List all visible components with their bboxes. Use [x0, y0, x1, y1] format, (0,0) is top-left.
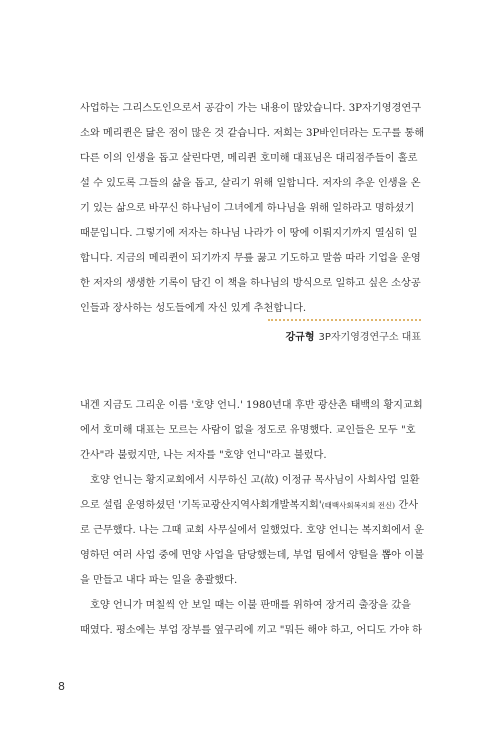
page-number: 8	[58, 680, 65, 693]
story-text	[80, 393, 424, 643]
text-line: 에서 호미해 대표는 모르는 사람이 없을 정도로 유명했다. 교인들은 모두 "호	[80, 425, 416, 436]
text-line: 을 만들고 내다 파는 일을 총괄했다.	[80, 575, 238, 586]
text-line: 설 수 있도록 그들의 삶을 돕고, 살리기 위해 일합니다. 저자의 추운 인생을 온	[80, 178, 421, 189]
text-line: 내겐 지금도 그리운 이름 '호양 언니.' 1980년대 후반 광산촌 태백의 황지교회	[80, 400, 423, 411]
text-line: 호양 언니가 며칠씩 안 보일 때는 이불 판매를 위하여 장거리 출장을 갔을	[90, 600, 412, 611]
text-line: 기 있는 삶으로 바꾸신 하나님이 그녀에게 하나님을 위해 일하라고 명하셨기	[80, 203, 415, 214]
recommender-signature	[286, 328, 422, 343]
text-line	[80, 493, 421, 518]
text-line: 때문입니다. 그렇기에 저자는 하나님 나라가 이 땅에 이뤄지기까지 열심히 일	[80, 228, 418, 239]
text-segment: 간사	[395, 500, 419, 511]
recommendation-paragraph	[80, 96, 425, 321]
recommender-title: 3P자기영경연구소 대표	[318, 332, 421, 343]
text-segment: 으로 설립 운영하셨던 '기독교광산지역사회개발복지회'	[80, 500, 322, 511]
text-line: 합니다. 지금의 메리퀸이 되기까지 무릎 꿇고 기도하고 말씀 따라 기업을 운영	[80, 253, 421, 264]
story-paragraph-3	[80, 593, 421, 643]
dotted-divider	[268, 319, 421, 321]
text-line: 영하던 여러 사업 중에 면양 사업을 담당했는데, 부업 팀에서 양털을 뽑아 이불	[80, 550, 424, 561]
text-line: 다른 이의 인생을 돕고 살린다면, 메리퀸 호미해 대표님은 대리점주들이 홀로	[80, 153, 418, 164]
text-line: 한 저자의 생생한 기록이 담긴 이 책을 하나님의 방식으로 일하고 싶은 소상공	[80, 278, 421, 289]
text-line: 호양 언니는 황지교회에서 시무하신 고(故) 이정규 목사님이 사회사업 일환	[90, 475, 420, 486]
text-line: 사업하는 그리스도인으로서 공감이 가는 내용이 많았습니다. 3P자기영경연구	[80, 103, 422, 114]
text-note: (태백사회복지회 전신)	[321, 501, 396, 510]
text-line: 인들과 장사하는 성도들에게 자신 있게 추천합니다.	[80, 303, 307, 314]
text-line: 소와 메리퀸은 닮은 점이 많은 것 같습니다. 저희는 3P바인더라는 도구를 통해	[80, 128, 425, 139]
text-line: 때였다. 평소에는 부업 장부를 옆구리에 끼고 "뭐든 해야 하고, 어디도 가야 하	[80, 625, 423, 636]
recommender-name: 강규형	[285, 332, 315, 343]
recommendation-text	[80, 96, 425, 321]
text-line: 간사"라 불렀지만, 나는 저자를 "호양 언니"라고 불렀다.	[80, 450, 327, 461]
story-paragraph-1	[80, 393, 421, 468]
story-paragraph-2	[80, 468, 424, 593]
text-line: 로 근무했다. 나는 그때 교회 사무실에서 일했었다. 호양 언니는 복지회에서 운	[80, 525, 424, 536]
